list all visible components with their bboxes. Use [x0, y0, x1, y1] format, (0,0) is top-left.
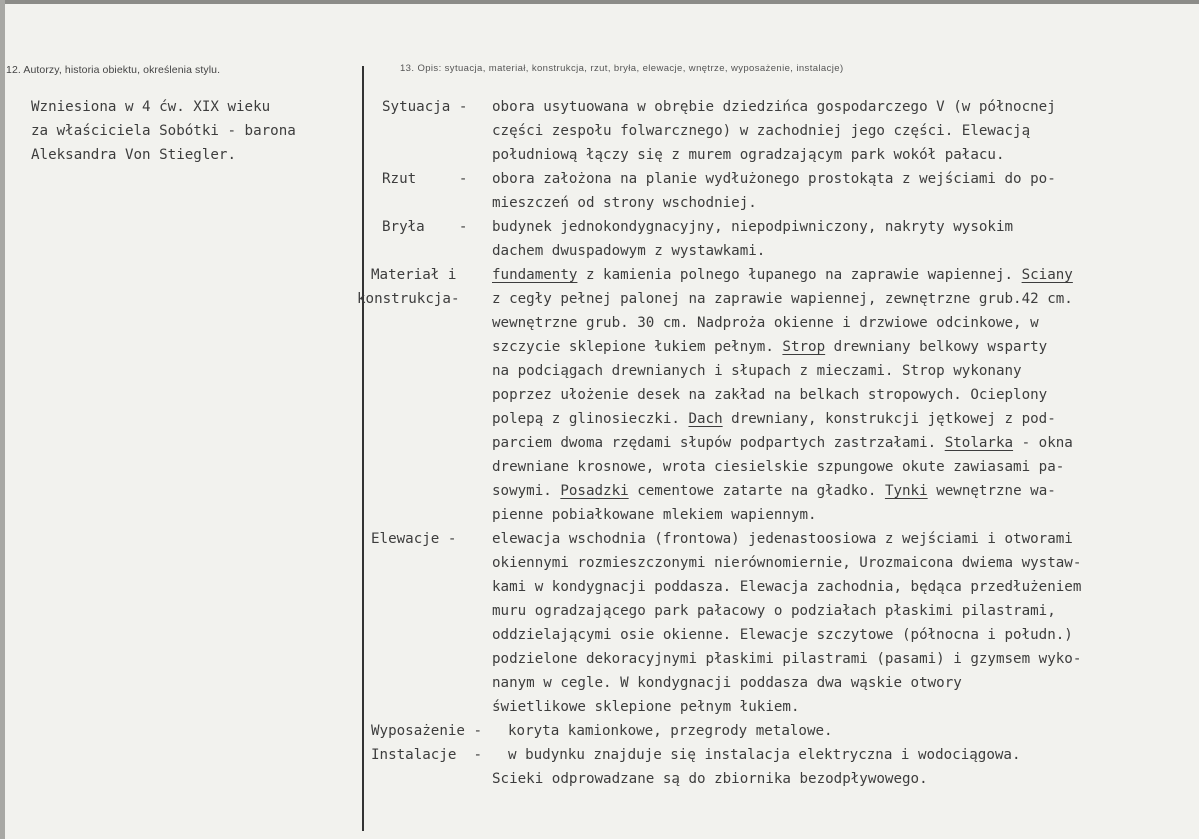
section-label: Elewacje - — [371, 531, 457, 547]
text-line: w budynku znajduje się instalacja elektryczna i wodociągowa. — [508, 747, 1021, 763]
text-line: wewnętrzne grub. 30 cm. Nadproża okienne i drzwiowe odcinkowe, w — [492, 315, 1039, 331]
authors-line: za właściciela Sobótki - barona — [31, 123, 296, 139]
authors-line: Aleksandra Von Stiegler. — [31, 147, 236, 163]
text-line: południową łączy się z murem ogradzającym park wokół pałacu. — [492, 147, 1005, 163]
keyword-fundamenty: fundamenty — [492, 267, 578, 283]
section-label: Rzut - — [382, 171, 468, 187]
section-text — [492, 95, 1192, 167]
section-label: Bryła - — [382, 219, 468, 235]
keyword-dach: Dach — [688, 411, 723, 427]
paper-top-edge — [0, 0, 1199, 4]
text-line: budynek jednokondygnacyjny, niepodpiwniczony, nakryty wysokim — [492, 219, 1014, 235]
keyword-sciany: Sciany — [1021, 267, 1073, 283]
text-line: elewacja wschodnia (frontowa) jedenastoosiowa z wejściami i otworami — [492, 531, 1073, 547]
section-text — [492, 743, 1192, 791]
header-authors-history: 12. Autorzy, historia obiektu, określenia stylu. — [6, 64, 221, 76]
text-line: świetlikowe sklepione pełnym łukiem. — [492, 699, 800, 715]
text-line: muru ogradzającego park pałacowy o podziałach płaskimi pilastrami, — [492, 603, 1056, 619]
section-text — [492, 527, 1192, 719]
text-line: podzielone dekoracyjnymi płaskimi pilastrami (pasami) i gzymsem wyko- — [492, 651, 1082, 667]
keyword-tynki: Tynki — [884, 483, 928, 499]
text-line: części zespołu folwarcznego) w zachodniej jego części. Elewacją — [492, 123, 1031, 139]
text-line: polepą z glinosieczki. Dach drewniany, konstrukcji jętkowej z pod- — [492, 411, 1056, 427]
text-line: obora usytuowana w obrębie dziedzińca gospodarczego V (w północnej — [492, 99, 1056, 115]
text-line: drewniane krosnowe, wrota ciesielskie szpungowe okute zawiasami pa- — [492, 459, 1065, 475]
text-line: poprzez ułożenie desek na zakład na belkach stropowych. Ocieplony — [492, 387, 1048, 403]
paper-left-edge — [0, 0, 5, 839]
text-line: sowymi. Posadzki cementowe zatarte na gładko. Tynki wewnętrzne wa- — [492, 483, 1056, 499]
section-text — [492, 263, 1192, 527]
text-line: na podciągach drewnianych i słupach z mieczami. Strop wykonany — [492, 363, 1022, 379]
text-line: obora założona na planie wydłużonego prostokąta z wejściami do po- — [492, 171, 1056, 187]
section-label: Instalacje - — [371, 747, 483, 763]
section-text — [492, 215, 1192, 263]
text-line: dachem dwuspadowym z wystawkami. — [492, 243, 766, 259]
text-line: nanym w cegle. W kondygnacji poddasza dwa wąskie otwory — [492, 675, 962, 691]
text-line: mieszczeń od strony wschodniej. — [492, 195, 757, 211]
text-line: z cegły pełnej palonej na zaprawie wapiennej, zewnętrzne grub.42 cm. — [492, 291, 1073, 307]
text-line: oddzielającymi osie okienne. Elewacje szczytowe (północna i połudn.) — [492, 627, 1073, 643]
authors-line: Wzniesiona w 4 ćw. XIX wieku — [31, 99, 271, 115]
text-line: szczycie sklepione łukiem pełnym. Strop drewniany belkowy wsparty — [492, 339, 1048, 355]
text-line: koryta kamionkowe, przegrody metalowe. — [508, 723, 833, 739]
keyword-stolarka: Stolarka — [944, 435, 1014, 451]
keyword-strop: Strop — [782, 339, 826, 355]
text-line: parciem dwoma rzędami słupów podpartych zastrzałami. Stolarka - okna — [492, 435, 1073, 451]
section-label: Materiał i — [371, 267, 457, 283]
text-line: fundamenty z kamienia polnego łupanego na zaprawie wapiennej. Sciany — [492, 267, 1073, 283]
text-line: Scieki odprowadzane są do zbiornika bezodpływowego. — [492, 771, 928, 787]
text-line: pienne pobiałkowane mlekiem wapiennym. — [492, 507, 817, 523]
section-text — [508, 719, 1199, 743]
authors-text — [31, 95, 296, 167]
column-divider — [362, 66, 364, 831]
text-line: kami w kondygnacji poddasza. Elewacja zachodnia, będąca przedłużeniem — [492, 579, 1082, 595]
text-line: okiennymi rozmieszczonymi nierównomiernie, Urozmaicona dwiema wystaw- — [492, 555, 1082, 571]
header-description: 13. Opis: sytuacja, materiał, konstrukcja, rzut, bryła, elewacje, wnętrze, wyposażenie, instalacje) — [400, 63, 844, 74]
section-label: konstrukcja- — [357, 291, 460, 307]
keyword-posadzki: Posadzki — [560, 483, 629, 499]
section-label: Wyposażenie - — [371, 723, 483, 739]
section-label: Sytuacja - — [382, 99, 468, 115]
section-text — [492, 167, 1192, 215]
